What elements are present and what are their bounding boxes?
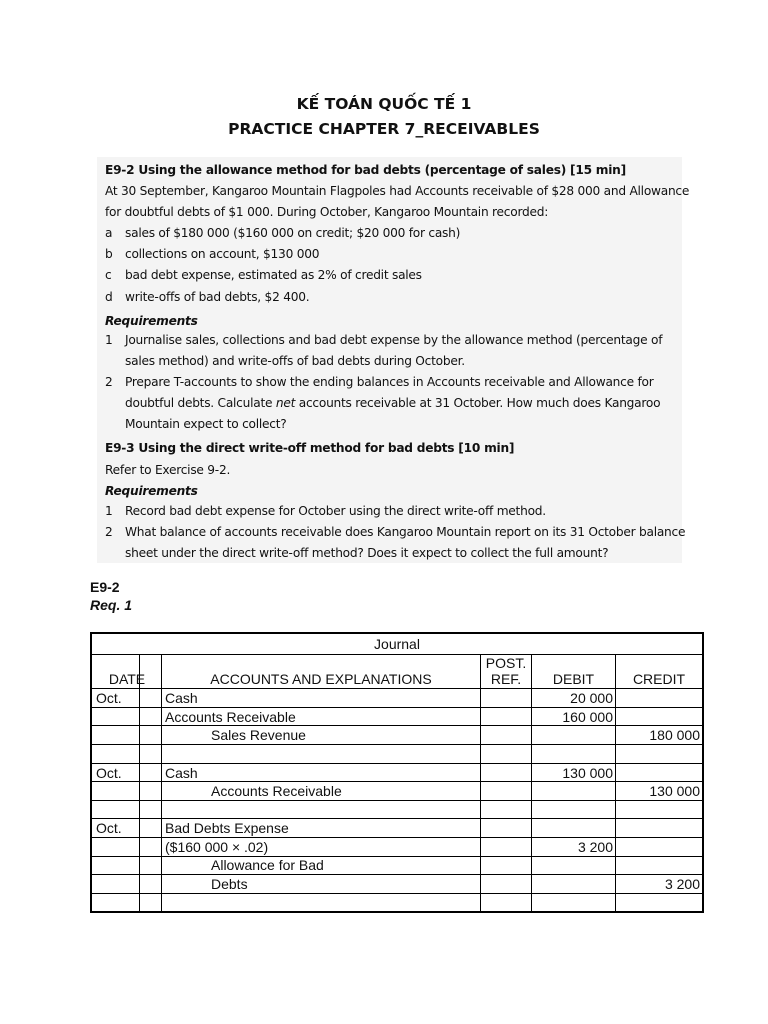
header-credit: CREDIT	[632, 671, 686, 687]
item-label: b	[105, 247, 113, 261]
header-date: DATE	[108, 671, 146, 687]
header-post-ref-line1: POST.	[485, 655, 527, 671]
item-text: collections on account, $130 000	[125, 247, 320, 261]
req-number: 1	[105, 333, 113, 347]
header-post-ref-line2: REF.	[490, 671, 522, 687]
e92-item-c	[105, 268, 665, 286]
row-divider	[92, 800, 702, 801]
header-debit: DEBIT	[552, 671, 595, 687]
req-number: 2	[105, 375, 113, 389]
req-text: What balance of accounts receivable does Kangaroo Mountain report on its 31 October balance	[125, 525, 686, 539]
document-title: KẾ TOÁN QUỐC TẾ 1	[296, 95, 472, 113]
e92-item-a	[105, 226, 665, 244]
row-account: Cash	[165, 765, 198, 781]
row-debit: 3 200	[577, 839, 613, 855]
e93-req2	[105, 525, 686, 543]
item-label: c	[105, 268, 112, 282]
document-subtitle: PRACTICE CHAPTER 7_RECEIVABLES	[228, 120, 540, 138]
item-text: write-offs of bad debts, $2 400.	[125, 290, 310, 304]
col-divider	[139, 654, 140, 911]
row-credit: 130 000	[649, 783, 700, 799]
req-text: Journalise sales, collections and bad debt expense by the allowance method (percentage of	[125, 333, 663, 347]
row-account: Sales Revenue	[211, 727, 306, 743]
row-account: ($160 000 × .02)	[165, 839, 269, 855]
row-credit: 180 000	[649, 727, 700, 743]
row-date: Oct.	[96, 820, 122, 836]
e92-heading: E9-2 Using the allowance method for bad debts (percentage of sales) [15 min]	[105, 163, 626, 177]
req2-text-emphasis: net	[275, 396, 296, 410]
item-text: sales of $180 000 ($160 000 on credit; $20 000 for cash)	[125, 226, 461, 240]
solution-title: E9-2	[90, 579, 120, 595]
row-account: Allowance for Bad	[211, 857, 324, 873]
row-account: Accounts Receivable	[211, 783, 342, 799]
row-account: Accounts Receivable	[165, 709, 296, 725]
row-debit: 160 000	[562, 709, 613, 725]
e92-req1	[105, 333, 675, 351]
e92-req2-cont	[125, 396, 660, 410]
journal-table	[90, 632, 704, 913]
req-text: Prepare T-accounts to show the ending balances in Accounts receivable and Allowance for	[125, 375, 654, 389]
row-account: Debts	[211, 876, 248, 892]
row-account: Cash	[165, 690, 198, 706]
journal-title: Journal	[92, 634, 702, 655]
req-text: Record bad debt expense for October using the direct write-off method.	[125, 504, 546, 518]
header-accounts: ACCOUNTS AND EXPLANATIONS	[210, 671, 432, 687]
e92-item-d	[105, 290, 665, 308]
row-credit: 3 200	[664, 876, 700, 892]
req2-text-pre: doubtful debts. Calculate	[125, 396, 276, 410]
row-divider	[92, 856, 702, 857]
solution-subtitle: Req. 1	[90, 597, 133, 613]
e92-req2-cont2: Mountain expect to collect?	[125, 417, 287, 431]
e92-req2	[105, 375, 675, 393]
item-label: a	[105, 226, 113, 240]
row-account: Bad Debts Expense	[165, 820, 289, 836]
row-debit: 20 000	[570, 690, 613, 706]
row-date: Oct.	[96, 690, 122, 706]
e93-heading: E9-3 Using the direct write-off method for bad debts [10 min]	[105, 441, 515, 455]
e92-req1-cont: sales method) and write-offs of bad debts during October.	[125, 354, 465, 368]
req-number: 2	[105, 525, 113, 539]
e92-requirements-heading: Requirements	[105, 314, 198, 328]
col-divider	[161, 654, 162, 911]
row-divider	[92, 893, 702, 894]
e92-intro-line1: At 30 September, Kangaroo Mountain Flagpoles had Accounts receivable of $28 000 and Allowance	[105, 184, 690, 198]
e92-intro-line2: for doubtful debts of $1 000. During October, Kangaroo Mountain recorded:	[105, 205, 549, 219]
req2-text-post: accounts receivable at 31 October. How much does Kangaroo	[295, 396, 661, 410]
col-divider	[480, 654, 481, 911]
item-label: d	[105, 290, 113, 304]
exercise-image	[97, 157, 690, 563]
row-date: Oct.	[96, 765, 122, 781]
row-debit: 130 000	[562, 765, 613, 781]
row-divider	[92, 874, 702, 875]
e93-refer: Refer to Exercise 9-2.	[105, 463, 231, 477]
e93-req2-cont: sheet under the direct write-off method? Does it expect to collect the full amount?	[125, 546, 609, 560]
e93-requirements-heading: Requirements	[105, 484, 198, 498]
item-text: bad debt expense, estimated as 2% of credit sales	[125, 268, 422, 282]
e93-req1	[105, 504, 675, 522]
e92-item-b	[105, 247, 665, 265]
row-divider	[92, 744, 702, 745]
req-number: 1	[105, 504, 113, 518]
